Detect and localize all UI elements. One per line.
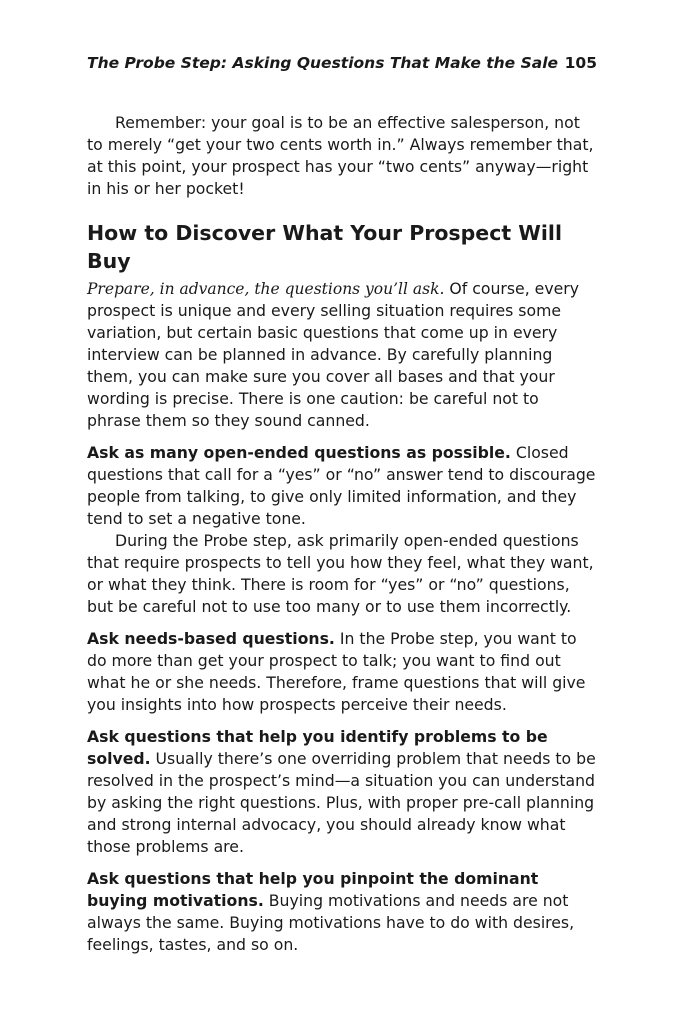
paragraph-lead: Ask questions that help you pinpoint the dominant buying motivations.: [87, 869, 539, 910]
chapter-title: The Probe Step: Asking Questions That Make the Sale: [87, 54, 559, 72]
paragraph-motivations: [87, 868, 597, 956]
page-number: 105: [564, 54, 597, 72]
paragraph-text: Buying motivations and needs are not always the same. Buying motivations have to do with desires, feelings, tastes, and so on.: [87, 891, 575, 954]
paragraph-text: Closed questions that call for a “yes” or “no” answer tend to discourage people from talking, to give only limited information, and they tend to set a negative tone.: [87, 443, 596, 528]
intro-paragraph: Remember: your goal is to be an effective salesperson, not to merely “get your two cents worth in.” Always remember that, at this point, your prospect has your “two cents” anyway—right in his or her pocket!: [87, 113, 594, 198]
running-header: [87, 54, 597, 72]
paragraph-problems: [87, 726, 597, 858]
paragraph-text: Of course, every prospect is unique and every selling situation requires some variation, but certain basic questions that come up in every interview can be planned in advance. By carefully planning them, you can make sure you cover all bases and that your wording is precise. There is one caution: be careful not to phrase them so they sound canned.: [87, 279, 579, 430]
paragraph-lead: Prepare, in advance, the questions you’ll ask.: [87, 280, 445, 298]
paragraph-text: In the Probe step, you want to do more than get your prospect to talk; you want to find out what he or she needs. Therefore, frame questions that will give you insights into how prospects perceive their needs.: [87, 629, 586, 714]
paragraph-prepare: [87, 278, 597, 432]
paragraph-lead: Ask questions that help you identify problems to be solved.: [87, 727, 548, 768]
paragraph-text: Usually there’s one overriding problem that needs to be resolved in the prospect’s mind—a situation you can understand by asking the right questions. Plus, with proper pre-call planning and strong internal advocacy, you should already know what those problems are.: [87, 749, 596, 856]
section-heading: How to Discover What Your Prospect Will Buy: [87, 221, 562, 273]
paragraph-open-ended-continuation: During the Probe step, ask primarily open-ended questions that require prospects to tell you how they feel, what they want, or what they think. There is room for “yes” or “no” questions, but be careful not to use too many or to use them incorrectly.: [87, 531, 594, 616]
paragraph-lead: Ask as many open-ended questions as possible.: [87, 443, 511, 462]
paragraph-lead: Ask needs-based questions.: [87, 629, 335, 648]
paragraph-needs-based: [87, 628, 597, 716]
page-body: [87, 112, 597, 956]
paragraph-open-ended: [87, 442, 597, 530]
